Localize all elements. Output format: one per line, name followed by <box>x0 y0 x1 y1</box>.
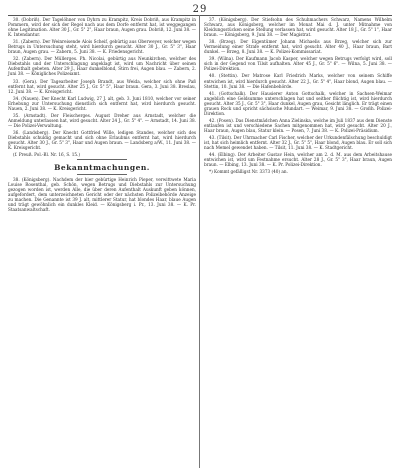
notice-paragraph: 30. (Dobriß). Der Tagelöhner von Dyhrn zu Krampitz, Kreis Dobriß, aus Krampitz in Pommern, wird der sich der Regel nach aus dem Dorfe entfernt hat, ist weggegangen ohne Legitimation. Alter 30 J., Gr. 5" 2", Haar braun, Augen grau. Dobriß, 12. Juni 38. — K. Intendantur. <box>8 17 196 38</box>
notice-paragraph: 41. (Gottschalk). Der Hausierer Anton Gottschalk, welcher in Sachsen-Weimar angeblich eine Geldsumme unterschlagen hat und seither flüchtig ist, wird hierdurch gesucht. Alter 35 J., Gr. 5" 3", Haar dunkel, Augen grau, Gesicht länglich. Er trägt einen grauen Rock und spricht sächsische Mundart. — Weimar, 9. Juni 38. — Großh. Polizei-Direktion. <box>204 90 392 116</box>
left-column <box>8 17 196 215</box>
header-rule <box>8 15 392 16</box>
notice-paragraph: 34. (Nauen). Der Knecht Karl Ludwig, 27 J. alt, geb. 3. Juni 1810, welcher vor seiner Erhebung zur Untersuchung dienstlich sich entfernt hat, wird hierdurch gesucht. Nauen, 2. Juni 38. — K. Kreisgericht. <box>8 95 196 111</box>
notice-paragraph: 31. (Zabern). Der Weinreisende Alois Scheif, gebürtig aus Oberweyer, welcher wegen Betrugs in Untersuchung steht, wird hierdurch gesucht. Alter 30 J., Gr. 5" 3", Haar braun, Augen grau. — Zabern, 5. Juni 38. — K. Friedensgericht. <box>8 39 196 55</box>
notice-paragraph: 35. (Arnstadt). Der Fleischerges. August Dreher aus Arnstadt, welcher die Anmeldung unterlassen hat, wird gesucht. Alter 24 J., Gr. 5" 4". — Arnstadt, 14. Juni 38. — Die Polizei-Verwaltung. <box>8 112 196 128</box>
section-rule <box>77 174 127 175</box>
notice-reference: *) Kommt gefälligst Nr. 3373 (40) an. <box>209 169 288 175</box>
notice-paragraph: 39. (Wilna). Der Kaufmann Jacob Kasper, welcher wegen Betrugs verfolgt wird, soll sich in der Gegend von Tilsit aufhalten. Alter 45 J., Gr. 5" 6". — Wilna, 5. Juni 38. — Polizei-Direktion. <box>204 56 392 72</box>
right-column <box>204 17 392 176</box>
notice-paragraph: 38. (Brzeg). Der Eigentümer Johann Michaelis aus Brzeg, welcher sich zur Vermeidung einer Strafe entfernt hat, wird gesucht. Alter 40 J., Haar braun, Bart dunkel. — Brzeg, 8. Juni 38. — K. Polizei-Kommissariat. <box>204 39 392 55</box>
notice-reference: (f. Preuß. Pol.-Bl. Nr. 16, S. 15.) <box>13 152 81 158</box>
notice-paragraph: 42. (Posen). Das Dienstmädchen Anna Zielinska, welche im Juli 1837 aus dem Dienste entlaufen ist und verschiedene Sachen mitgenommen hat, wird gesucht. Alter 20 J., Haar braun, Augen blau, Statur klein. — Posen, 7. Juni 38. — K. Polizei-Präsidium. <box>204 117 392 133</box>
notice-paragraph: 32. (Zabern). Der Müllerges. Ph. Nicolai, gebürtig aus Neunkirchen, welcher des Diebstahls und der Unterschlagung angeklagt ist, wird um Nachricht über seinen Aufenthalt gebeten. Alter 29 J., Haar dunkelblond, Stirn frei, Augen blau. — Zabern, 2. Juni 38. — Königliches Polizeiamt. <box>8 56 196 77</box>
announcement-paragraph: 38. (Königsberg). Nachdem der hier gebürtige Heinrich Pieper, verwittwete Maria Louise Rosenthal, geb. Schön, wegen Betrugs und Diebstahls zur Untersuchung gezogen worden ist, werden Alle, die über deren Aufenthalt Auskunft geben können, aufgefordert, dem unterzeichneten Gericht oder der nächsten Polizeibehörde Anzeige zu machen. Die Genannte ist 39 J. alt, mittlerer Statur, hat blondes Haar, blaue Augen und trägt gewöhnlich ein dunkles Kleid. — Königsberg i. Pr., 13. Juni 38. — K. Pr. Staatsanwaltschaft. <box>8 177 196 213</box>
section-rule <box>77 159 127 160</box>
notice-paragraph: 43. (Tilsit). Der Uhrmacher Carl Fischer, welcher der Urkundenfälschung beschuldigt ist, hat sich heimlich entfernt. Alter 32 J., Gr. 5" 5", Haar blond, Augen blau. Er soll sich nach Memel gewendet haben. — Tilsit, 11. Juni 38. — K. Stadtgericht. <box>204 134 392 151</box>
notice-paragraph: 40. (Stettin). Der Matrose Karl Friedrich Marks, welcher von seinem Schiffe entwichen ist, wird hierdurch gesucht. Alter 22 J., Gr. 5" 4", Haar blond, Augen blau. — Stettin, 10. Juni 38. — Die Hafenbehörde. <box>204 73 392 89</box>
column-divider <box>199 15 200 468</box>
notice-paragraph: 33. (Gera). Der Tagearbeiter Joseph Brandt, aus Weida, welcher sich ohne Paß entfernt hat, wird gesucht. Alter 25 J., Gr. 5" 5", Haar braun. Gera, 3. Juni 38. Breslau, 12. Juni 38. — K. Kreisgericht. <box>8 78 196 94</box>
page-number: 29 <box>192 4 208 15</box>
notice-paragraph: 36. (Landsberg). Der Knecht Gottfried Wille, ledigen Standes, welcher sich des Diebstahls schuldig gemacht und sich ohne Erlaubnis entfernt hat, wird hierdurch gesucht. Alter 30 J., Gr. 5" 3", Haar und Augen braun. — Landsberg a/W., 11. Juni 38. — K. Kreisgericht. <box>8 129 196 151</box>
notice-paragraph: 44. (Elbing). Der Arbeiter Gustav Hein, welcher am 2. d. M. aus dem Arbeitshause entwichen ist, wird um Festnahme ersucht. Alter 28 J., Gr. 5" 3", Haar braun, Augen braun. — Elbing, 13. Juni 38. — K. Pr. Polizei-Direktion. <box>204 152 392 168</box>
section-heading: Bekanntmachungen. <box>54 163 150 173</box>
notice-paragraph: 37. (Königsberg). Der Stiefsohn des Schuhmachers Schwarz, Namens Wilhelm Schwarz, aus Königsberg, welcher im Monat Mai d. J. unter Mitnahme von Kleidungsstücken seine Stellung verlassen hat, wird gesucht. Alter 18 J., Gr. 5" 1", Haar braun. — Königsberg, 9. Juni 38. — Der Magistrat. <box>204 17 392 38</box>
